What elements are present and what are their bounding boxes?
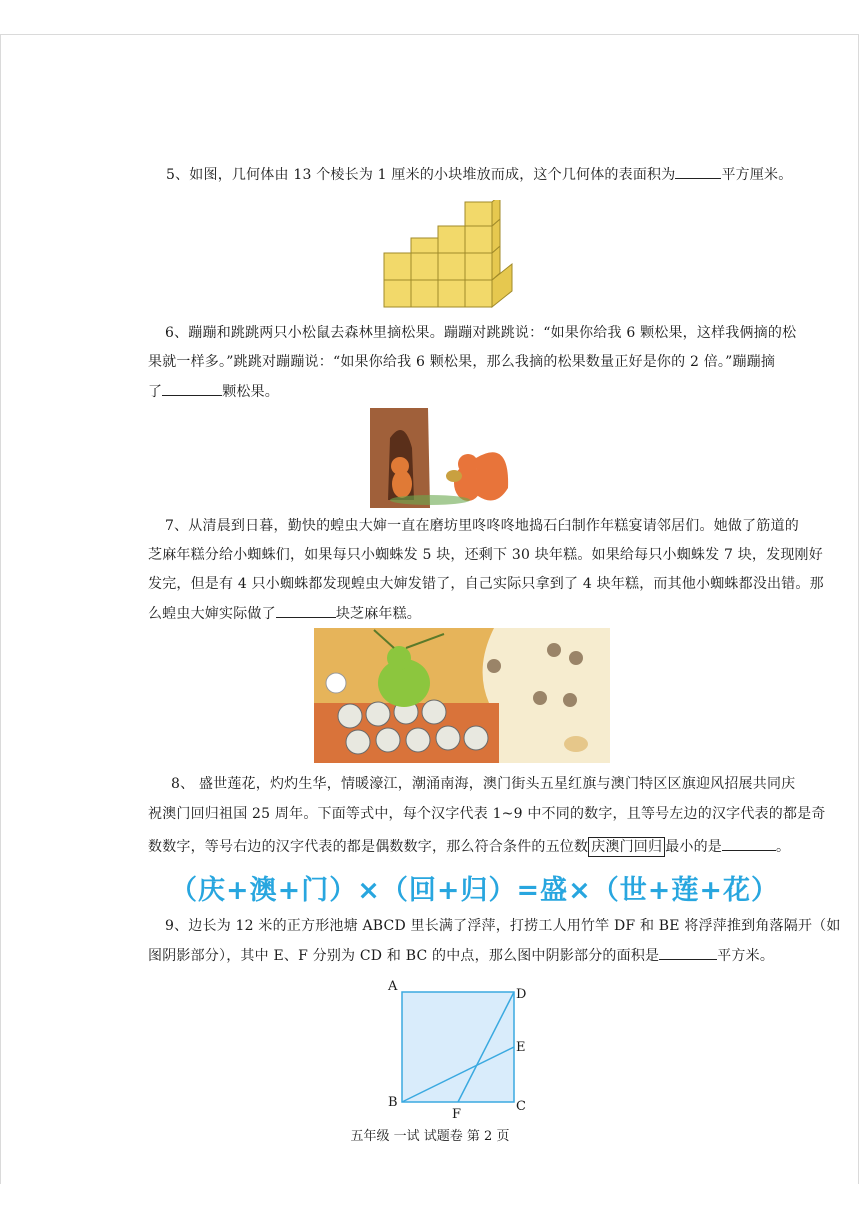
question-8-line-2: 祝澳门回归祖国 25 周年。下面等式中，每个汉字代表 1~9 中不同的数字，且等号左边的汉字代表的都是奇 xyxy=(148,806,826,822)
question-7-line-4 xyxy=(148,599,421,628)
page-footer: 五年级 一试 试题卷 第 2 页 xyxy=(350,1129,510,1144)
question-9-line-1: 9、边长为 12 米的正方形池塘 ABCD 里长满了浮萍，打捞工人用竹竿 DF 和 BE 将浮萍推到角落隔开（如 xyxy=(165,918,841,934)
q5-text: 5、如图，几何体由 13 个棱长为 1 厘米的小块堆放而成，这个几何体的表面积为 xyxy=(166,167,676,183)
q7-text-end: 块芝麻年糕。 xyxy=(335,606,422,622)
question-9-line-2 xyxy=(148,941,774,970)
label-d: D xyxy=(516,987,527,1002)
question-7-line-1: 7、从清晨到日暮，勤快的蝗虫大婶一直在磨坊里咚咚咚地捣石臼制作年糕宴请邻居们。她做了筋道的 xyxy=(165,518,799,534)
question-5 xyxy=(166,160,792,189)
question-7-line-2: 芝麻年糕分给小蜘蛛们，如果每只小蜘蛛发 5 块，还剩下 30 块年糕。如果给每只小蜘蛛发 7 块，发现刚好 xyxy=(148,547,823,563)
q8-number-box: 庆澳门回归 xyxy=(588,837,665,857)
q5-text-end: 平方厘米。 xyxy=(721,167,793,183)
question-7-line-3: 发完，但是有 4 只小蜘蛛都发现蝗虫大婶发错了，自己实际只拿到了 4 块年糕，而其他小蜘蛛都没出错。那 xyxy=(148,576,824,592)
label-b: B xyxy=(388,1095,398,1110)
q8-text: 数数字，等号右边的汉字代表的都是偶数数字，那么符合条件的五位数 xyxy=(148,839,589,855)
q7-text: 么蝗虫大婶实际做了 xyxy=(148,606,276,622)
q5-answer-blank xyxy=(675,160,721,179)
q8-text-end: 。 xyxy=(776,839,791,855)
question-8-line-3 xyxy=(148,832,790,861)
label-a: A xyxy=(388,979,398,994)
q9-text-end: 平方米。 xyxy=(717,948,775,964)
q9-answer-blank xyxy=(659,941,717,960)
question-6-line-2: 果就一样多。”跳跳对蹦蹦说：“如果你给我 6 颗松果，那么我摘的松果数量正好是你的 2 倍。”蹦蹦摘 xyxy=(148,354,776,370)
q7-answer-blank xyxy=(276,599,336,618)
q6-text: 了 xyxy=(148,384,163,400)
q8-equation: （庆+澳+门）×（回+归）=盛×（世+莲+花） xyxy=(170,875,779,906)
q8-answer-blank xyxy=(722,832,776,851)
grasshopper-spiders-illustration xyxy=(314,628,610,763)
q8-text-mid: 最小的是 xyxy=(665,839,723,855)
label-e: E xyxy=(516,1040,526,1055)
q9-text: 图阴影部分），其中 E、F 分别为 CD 和 BC 的中点，那么图中阴影部分的面积是 xyxy=(148,948,660,964)
question-8-line-1: 8、 盛世莲花，灼灼生华，情暖濠江，潮涌南海，澳门街头五星红旗与澳门特区区旗迎风招展共同庆 xyxy=(171,776,796,792)
question-6-line-1: 6、蹦蹦和跳跳两只小松鼠去森林里摘松果。蹦蹦对跳跳说：“如果你给我 6 颗松果，这样我俩摘的松 xyxy=(165,325,797,341)
cube-stack-figure xyxy=(382,200,520,312)
squirrels-illustration xyxy=(368,408,518,508)
square-pond-diagram xyxy=(382,978,532,1123)
label-c: C xyxy=(516,1099,526,1114)
question-6-line-3 xyxy=(148,377,279,406)
q6-text-end: 颗松果。 xyxy=(222,384,280,400)
label-f: F xyxy=(452,1107,462,1122)
q6-answer-blank xyxy=(162,377,222,396)
pond-square xyxy=(402,992,514,1102)
